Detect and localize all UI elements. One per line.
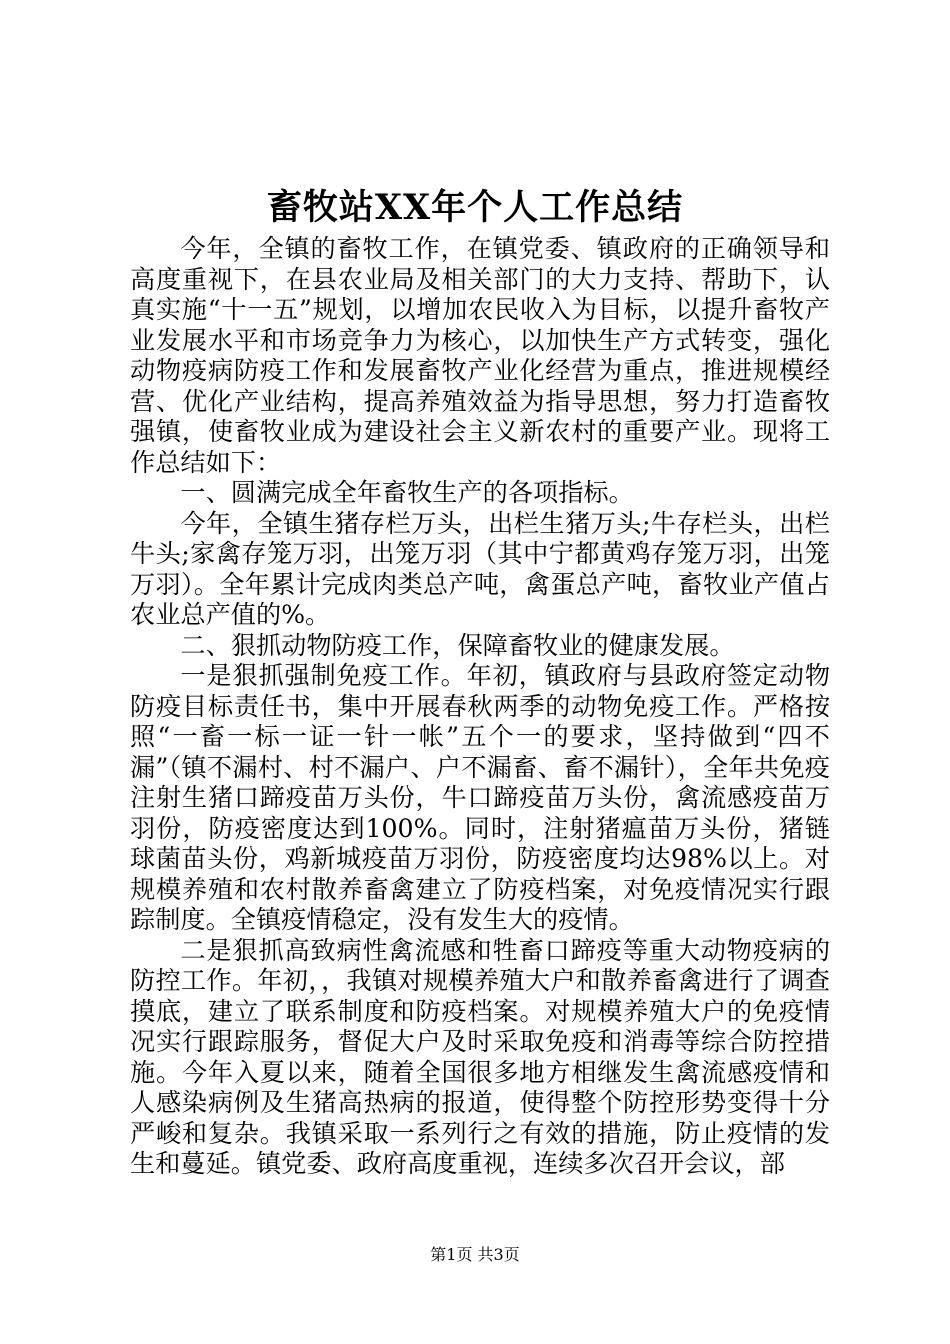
- section-heading-2: 二、狠抓动物防疫工作，保障畜牧业的健康发展。: [180, 630, 735, 660]
- document-body: [130, 234, 830, 1180]
- paragraph-immunization: 一是狠抓强制免疫工作。年初，镇政府与县政府签定动物防疫目标责任书，集中开展春秋两季的动物免疫工作。严格按照“一畜一标一证一针一帐”五个一的要求，坚持做到“四不漏”（镇不漏村、村不漏户、户不漏畜、畜不漏针），全年共免疫注射生猪口蹄疫苗万头份，牛口蹄疫苗万头份，禽流感疫苗万羽份，防疫密度达到100%。同时，注射猪瘟苗万头份，猪链球菌苗头份，鸡新城疫苗万羽份，防疫密度均达98%以上。对规模养殖和农村散养畜禽建立了防疫档案，对免疫情况实行跟踪制度。全镇疫情稳定，没有发生大的疫情。: [130, 661, 830, 934]
- paragraph-intro: 今年，全镇的畜牧工作，在镇党委、镇政府的正确领导和高度重视下，在县农业局及相关部门的大力支持、帮助下，认真实施“十一五”规划，以增加农民收入为目标，以提升畜牧产业发展水平和市场竞争力为核心，以加快生产方式转变，强化动物疫病防疫工作和发展畜牧产业化经营为重点，推进规模经营、优化产业结构，提高养殖效益为指导思想，努力打造畜牧强镇，使畜牧业成为建设社会主义新农村的重要产业。现将工作总结如下：: [130, 234, 830, 477]
- page-number-footer: 第1页 共3页: [430, 1245, 520, 1264]
- document-title: 畜牧站XX年个人工作总结: [266, 187, 684, 228]
- paragraph-production: 今年，全镇生猪存栏万头，出栏生猪万头;牛存栏头，出栏牛头;家禽存笼万羽，出笼万羽（其中宁都黄鸡存笼万羽，出笼万羽）。全年累计完成肉类总产吨，禽蛋总产吨，畜牧业产值占农业总产值的%。: [130, 508, 830, 629]
- paragraph-epidemic-control: 二是狠抓高致病性禽流感和牲畜口蹄疫等重大动物疫病的防控工作。年初，，我镇对规模养殖大户和散养畜禽进行了调查摸底，建立了联系制度和防疫档案。对规模养殖大户的免疫情况实行跟踪服务，督促大户及时采取免疫和消毒等综合防控措施。今年入夏以来，随着全国很多地方相继发生禽流感疫情和人感染病例及生猪高热病的报道，使得整个防控形势变得十分严峻和复杂。我镇采取一系列行之有效的措施，防止疫情的发生和蔓延。镇党委、政府高度重视，连续多次召开会议，部: [130, 935, 830, 1178]
- section-heading-1: 一、圆满完成全年畜牧生产的各项指标。: [180, 478, 634, 507]
